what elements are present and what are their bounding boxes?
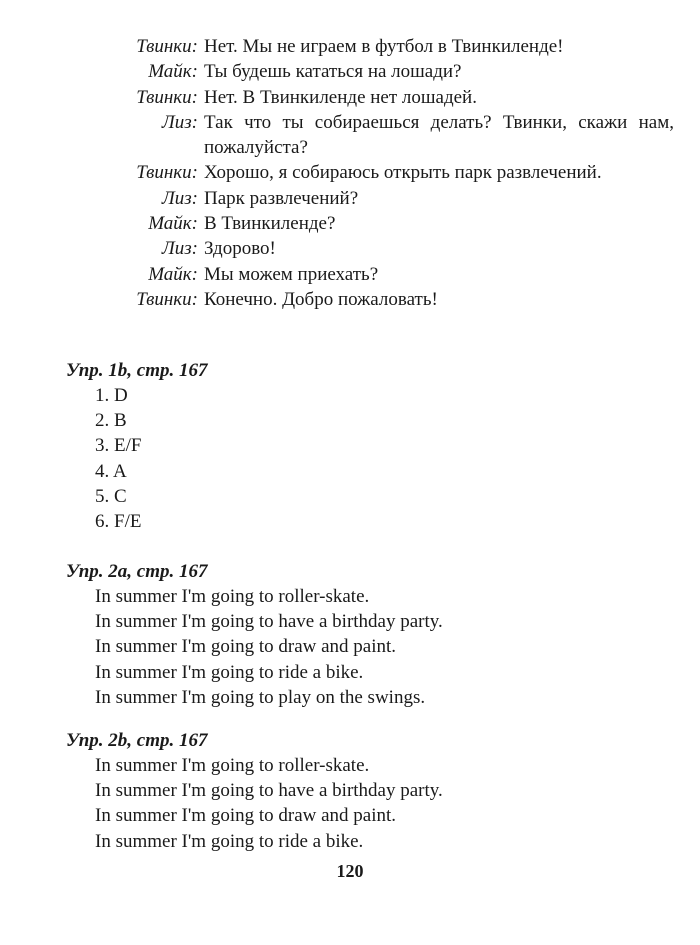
answer-item: 2. B <box>95 410 127 432</box>
speaker-name: Майк: <box>148 213 198 235</box>
answer-item: In summer I'm going to play on the swings. <box>95 686 426 708</box>
answer-item: In summer I'm going to have a birthday party. <box>95 780 443 802</box>
dialogue-block <box>0 34 700 312</box>
speaker-name: Лиз: <box>161 111 198 133</box>
dialogue-line: Так что ты собираешься делать? Твинки, скажи нам, пожалуйста? <box>204 111 674 159</box>
answer-item: 6. F/E <box>95 511 142 533</box>
speaker-name: Лиз: <box>161 238 198 260</box>
answer-item: 4. A <box>95 460 127 482</box>
answer-item: In summer I'm going to ride a bike. <box>95 830 364 852</box>
answer-item: 3. E/F <box>95 435 142 457</box>
dialogue-row <box>0 211 700 236</box>
speaker-name: Майк: <box>148 61 198 83</box>
answer-item: In summer I'm going to draw and paint. <box>95 636 397 658</box>
dialogue-row <box>0 59 700 84</box>
answer-list <box>66 584 666 710</box>
speaker-name: Твинки: <box>136 288 198 310</box>
dialogue-row <box>0 186 700 211</box>
dialogue-line: Конечно. Добро пожаловать! <box>204 288 438 310</box>
dialogue-line: Мы можем приехать? <box>204 263 379 285</box>
answer-item: In summer I'm going to roller-skate. <box>95 755 370 776</box>
answer-list <box>66 383 666 534</box>
answer-item: In summer I'm going to roller-skate. <box>95 586 370 607</box>
dialogue-row <box>0 262 700 287</box>
speaker-name: Твинки: <box>136 86 198 108</box>
dialogue-line: Нет. В Твинкиленде нет лошадей. <box>204 86 477 108</box>
dialogue-line: Здорово! <box>204 238 276 260</box>
dialogue-line: Ты будешь кататься на лошади? <box>204 61 462 83</box>
dialogue-row <box>0 110 700 161</box>
speaker-name: Твинки: <box>136 162 198 184</box>
exercise-1b-section <box>66 358 666 534</box>
answer-item: In summer I'm going to have a birthday party. <box>95 611 443 633</box>
speaker-name: Лиз: <box>161 187 198 209</box>
exercise-heading: Упр. 1b, стр. 167 <box>66 360 208 381</box>
dialogue-row <box>0 236 700 261</box>
exercise-heading: Упр. 2a, стр. 167 <box>66 561 208 582</box>
dialogue-row <box>0 34 700 59</box>
dialogue-line: Парк развлечений? <box>204 187 359 209</box>
dialogue-line: В Твинкиленде? <box>204 213 336 235</box>
answer-item: In summer I'm going to ride a bike. <box>95 661 364 683</box>
exercise-2a-section <box>66 559 666 710</box>
dialogue-row <box>0 85 700 110</box>
answer-item: In summer I'm going to draw and paint. <box>95 805 397 827</box>
dialogue-line: Нет. Мы не играем в футбол в Твинкиленде! <box>204 36 564 57</box>
answer-list <box>66 753 666 854</box>
dialogue-line: Хорошо, я собираюсь открыть парк развлечений. <box>204 162 602 184</box>
answer-item: 1. D <box>95 385 128 406</box>
exercise-2b-section <box>66 728 666 854</box>
dialogue-row <box>0 160 700 185</box>
speaker-name: Майк: <box>148 263 198 285</box>
answer-item: 5. C <box>95 485 127 507</box>
exercise-heading: Упр. 2b, стр. 167 <box>66 730 208 751</box>
dialogue-row <box>0 287 700 312</box>
page-number: 120 <box>336 861 364 881</box>
speaker-name: Твинки: <box>136 36 198 57</box>
